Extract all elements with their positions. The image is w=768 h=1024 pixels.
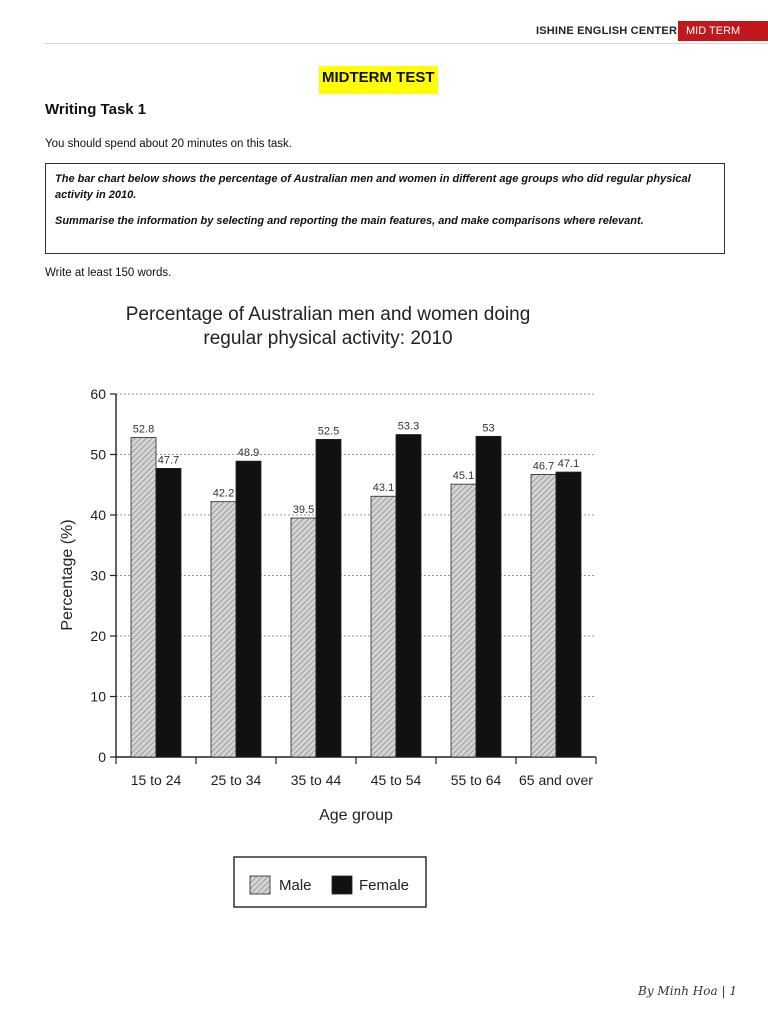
data-label-female: 53.3 bbox=[397, 420, 420, 433]
y-tick-label: 50 bbox=[90, 446, 106, 463]
instruction-text: You should spend about 20 minutes on this task. bbox=[45, 138, 292, 150]
x-tick-label: 25 to 34 bbox=[210, 772, 262, 788]
bar-male bbox=[291, 518, 316, 757]
legend-label-male: Male bbox=[279, 877, 312, 894]
y-tick-label: 30 bbox=[90, 567, 106, 584]
bar-female bbox=[396, 435, 421, 757]
chart-title-line-1: Percentage of Australian men and women doing bbox=[125, 304, 531, 325]
bar-female bbox=[156, 468, 181, 757]
y-tick-label: 20 bbox=[90, 628, 106, 644]
data-label-male: 46.7 bbox=[532, 460, 555, 473]
y-tick-label: 0 bbox=[98, 749, 106, 765]
data-label-female: 52.5 bbox=[317, 425, 340, 438]
x-tick-label: 45 to 54 bbox=[370, 772, 422, 788]
prompt-box bbox=[45, 163, 725, 254]
task-heading: Writing Task 1 bbox=[45, 101, 147, 118]
header-divider bbox=[45, 43, 768, 44]
x-tick-label: 65 and over bbox=[519, 772, 593, 788]
x-tick-label: 55 to 64 bbox=[450, 772, 502, 788]
bar-male bbox=[131, 438, 156, 757]
chart-title-line-2: regular physical activity: 2010 bbox=[203, 328, 453, 349]
header-badge: MID TERM bbox=[678, 21, 768, 41]
bar-chart-figure bbox=[0, 290, 768, 930]
prompt-line-1: The bar chart below shows the percentage of Australian men and women in different age groups who did regular physical activity in 2010. bbox=[55, 173, 691, 201]
data-label-female: 48.9 bbox=[237, 447, 260, 460]
prompt-line-2: Summarise the information by selecting and reporting the main features, and make comparisons where relevant. bbox=[55, 215, 644, 227]
bar-female bbox=[236, 461, 261, 757]
y-tick-label: 10 bbox=[90, 688, 106, 705]
footer-signature: By Minh Hoa | 1 bbox=[638, 984, 737, 998]
legend-swatch-female bbox=[332, 876, 352, 894]
bar-male bbox=[531, 474, 556, 757]
y-tick-label: 40 bbox=[90, 507, 106, 523]
data-label-male: 43.1 bbox=[372, 482, 395, 495]
word-count-text: Write at least 150 words. bbox=[45, 267, 172, 279]
bar-male bbox=[451, 484, 476, 757]
data-label-female: 47.7 bbox=[157, 454, 180, 467]
legend-label-female: Female bbox=[359, 877, 410, 894]
header-center-name: ISHINE ENGLISH CENTER bbox=[536, 25, 678, 37]
data-label-female: 53 bbox=[482, 422, 495, 435]
legend-swatch-male bbox=[250, 876, 270, 894]
bar-female bbox=[556, 472, 581, 757]
bar-male bbox=[371, 496, 396, 757]
data-label-male: 52.8 bbox=[132, 423, 155, 436]
x-axis-label: Age group bbox=[319, 807, 393, 824]
page-title: MIDTERM TEST bbox=[319, 66, 438, 94]
data-label-female: 47.1 bbox=[557, 458, 580, 471]
bar-male bbox=[211, 502, 236, 757]
y-tick-label: 60 bbox=[90, 386, 106, 402]
bar-female bbox=[316, 439, 341, 757]
x-tick-label: 15 to 24 bbox=[130, 772, 182, 788]
data-label-male: 42.2 bbox=[212, 487, 235, 500]
bar-female bbox=[476, 436, 501, 757]
data-label-male: 45.1 bbox=[452, 470, 475, 483]
x-tick-label: 35 to 44 bbox=[290, 772, 342, 788]
data-label-male: 39.5 bbox=[292, 504, 315, 517]
y-axis-label: Percentage (%) bbox=[59, 519, 76, 631]
bar-chart bbox=[0, 290, 768, 930]
